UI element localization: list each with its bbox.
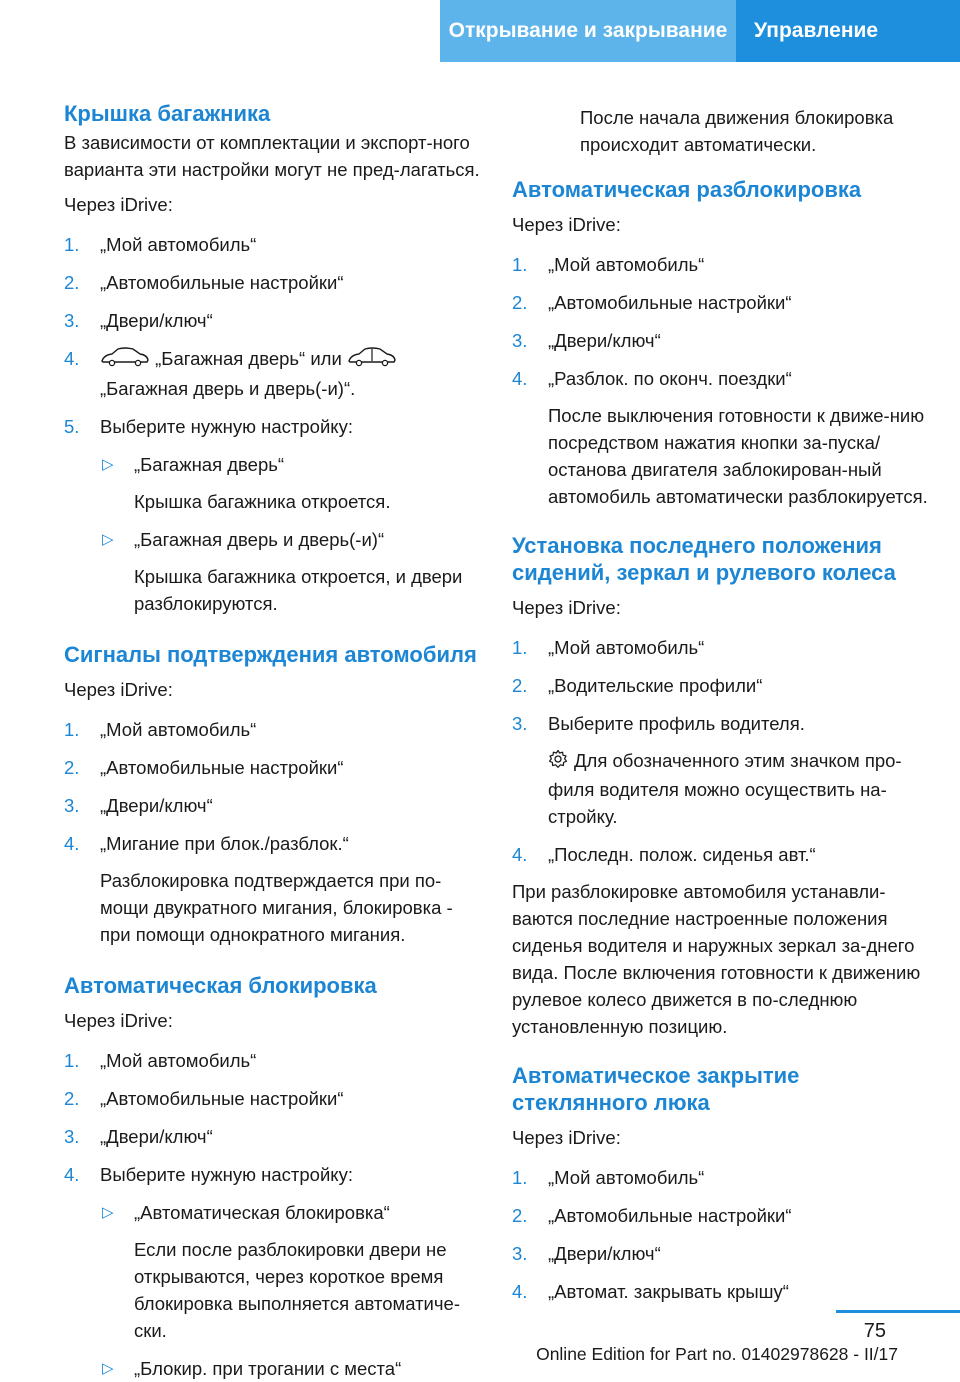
footer-rule xyxy=(836,1310,960,1313)
step-number: 4. xyxy=(512,1280,528,1302)
step-text: „Мой автомобиль“ xyxy=(100,1049,257,1071)
steps-list xyxy=(64,231,484,617)
step-text: „Автомат. закрывать крышу“ xyxy=(548,1280,789,1302)
intro-paragraph: В зависимости от комплектации и экспорт-ного варианта эти настройки могут не пред-лагаться. xyxy=(64,132,480,180)
step-text: „Мой автомобиль“ xyxy=(548,254,705,275)
triangle-bullet-icon: ▷ xyxy=(102,530,114,548)
step-number: 1. xyxy=(512,1166,528,1188)
steps-list xyxy=(512,251,932,510)
list-item xyxy=(64,1123,484,1150)
continued-paragraph: После начала движения блокировка происходит автоматически. xyxy=(580,107,894,155)
list-item xyxy=(64,1085,484,1112)
list-item xyxy=(512,1240,932,1267)
steps-list xyxy=(512,1164,932,1305)
option-list xyxy=(100,451,484,617)
step-number: 2. xyxy=(512,675,528,696)
list-item xyxy=(512,672,932,699)
step-note xyxy=(548,747,932,830)
step-text: „Багажная дверь“ или xyxy=(155,348,342,369)
list-item xyxy=(512,289,932,316)
step-number: 3. xyxy=(512,1242,528,1264)
list-item xyxy=(512,327,932,354)
list-item xyxy=(512,1278,932,1305)
list-item xyxy=(64,413,484,617)
list-item xyxy=(512,365,932,510)
memory-paragraph: При разблокировке автомобиля устанавли-ваются последние настроенные положения сиденья водителя и наружных зеркал за-днего вида. После включения готовности к движению рулевое колесо движется в по-следнюю установленную позицию. xyxy=(512,880,921,1037)
step-text: „Мой автомобиль“ xyxy=(548,1166,705,1188)
list-item xyxy=(64,269,484,296)
step-text: „Двери/ключ“ xyxy=(100,310,213,331)
list-item xyxy=(64,1161,484,1382)
step-text: Выберите нужную настройку: xyxy=(100,415,353,437)
step-number: 4. xyxy=(64,832,80,854)
via-idrive: Через iDrive: xyxy=(64,678,173,700)
step-number: 1. xyxy=(64,718,80,740)
section-title-auto-lock: Автоматическая блокировка xyxy=(64,972,377,998)
via-idrive: Через iDrive: xyxy=(512,1126,621,1148)
steps-list xyxy=(512,634,932,868)
car-doors-icon xyxy=(347,346,397,375)
steps-list xyxy=(64,1047,484,1382)
edition-footer: Online Edition for Part no. 01402978628 - II/17 xyxy=(536,1344,898,1364)
step-number: 3. xyxy=(64,794,80,816)
option-label: „Багажная дверь“ xyxy=(134,453,285,475)
step-text: „Двери/ключ“ xyxy=(100,794,213,816)
via-idrive: Через iDrive: xyxy=(512,214,621,235)
step-number: 2. xyxy=(512,1204,528,1226)
via-idrive: Через iDrive: xyxy=(512,597,621,618)
step-number: 3. xyxy=(64,310,80,331)
step-number: 2. xyxy=(64,272,80,293)
step-text: „Водительские профили“ xyxy=(548,675,763,696)
via-idrive: Через iDrive: xyxy=(64,194,173,215)
option-note: Крышка багажника откроется, и двери разблокируются. xyxy=(134,565,463,614)
step-note-text: Для обозначенного этим значком про-филя водителя можно осуществить на-стройку. xyxy=(548,750,902,827)
list-item xyxy=(512,1164,932,1191)
list-item xyxy=(512,251,932,278)
option-label: „Блокир. при трогании с места“ xyxy=(134,1357,402,1379)
right-column xyxy=(512,104,932,1305)
list-item xyxy=(100,526,484,617)
via-idrive: Через iDrive: xyxy=(64,1009,173,1031)
list-item xyxy=(64,1047,484,1074)
triangle-bullet-icon: ▷ xyxy=(102,1203,114,1221)
list-item xyxy=(512,710,932,830)
list-item xyxy=(100,1199,484,1344)
step-number: 3. xyxy=(512,330,528,351)
step-number: 3. xyxy=(512,713,528,734)
step-text: „Двери/ключ“ xyxy=(100,1125,213,1147)
list-item xyxy=(512,1202,932,1229)
header-chapter-label: Управление xyxy=(754,19,879,42)
header-section-tab xyxy=(440,0,736,62)
option-note: Если после разблокировки двери не открываются, через короткое время блокировка выполняется автоматиче-ски. xyxy=(134,1238,460,1341)
list-item xyxy=(512,841,932,868)
step-text: „Мой автомобиль“ xyxy=(548,637,705,658)
section-title-auto-sunroof: Автоматическое закрытие стеклянного люка xyxy=(512,1062,800,1115)
step-number: 4. xyxy=(64,1163,80,1185)
car-trunk-icon xyxy=(100,346,150,375)
list-item xyxy=(512,634,932,661)
step-number: 1. xyxy=(64,234,80,255)
option-label: „Багажная дверь и дверь(-и)“ xyxy=(134,528,385,550)
list-item xyxy=(64,716,484,743)
page-number: 75 xyxy=(863,1320,886,1342)
step-note: После выключения готовности к движе-нию посредством нажатия кнопки за-пуска/останова двигателя заблокирован-ный автомобиль автоматически разблокируется. xyxy=(548,405,928,507)
list-item xyxy=(64,307,484,334)
step-note: Разблокировка подтверждается при по-мощи двукратного мигания, блокировка - при помощи однократного мигания. xyxy=(100,869,453,945)
step-text: „Двери/ключ“ xyxy=(548,1242,661,1264)
step-number: 1. xyxy=(512,254,528,275)
header-section-label: Открывание и закрывание xyxy=(448,19,728,42)
step-text: „Автомобильные настройки“ xyxy=(100,1087,344,1109)
step-text: „Последн. полож. сиденья авт.“ xyxy=(548,843,816,865)
step-text: „Автомобильные настройки“ xyxy=(100,756,344,778)
step-text-continued: „Багажная дверь и дверь(-и)“. xyxy=(100,377,356,399)
step-text: „Мой автомобиль“ xyxy=(100,718,257,740)
header-chapter-tab xyxy=(736,0,960,62)
step-text: „Разблок. по оконч. поездки“ xyxy=(548,368,792,389)
triangle-bullet-icon: ▷ xyxy=(102,455,114,473)
step-text: Выберите нужную настройку: xyxy=(100,1163,353,1185)
list-item xyxy=(64,754,484,781)
list-item xyxy=(100,1355,484,1382)
step-number: 4. xyxy=(512,368,528,389)
step-number: 4. xyxy=(512,843,528,865)
option-note: Крышка багажника откроется. xyxy=(134,490,391,512)
step-text: „Мой автомобиль“ xyxy=(100,234,257,255)
list-item xyxy=(64,345,484,402)
step-number: 1. xyxy=(64,1049,80,1071)
step-number: 1. xyxy=(512,637,528,658)
step-number: 2. xyxy=(64,1087,80,1109)
list-item xyxy=(64,830,484,948)
step-text: „Автомобильные настройки“ xyxy=(100,272,344,293)
section-title-trunk-lid: Крышка багажника xyxy=(64,101,271,126)
step-number: 2. xyxy=(64,756,80,778)
step-text: „Мигание при блок./разблок.“ xyxy=(100,832,349,854)
left-column xyxy=(64,100,484,1382)
gear-profile-icon xyxy=(548,749,568,776)
step-number: 3. xyxy=(64,1125,80,1147)
steps-list xyxy=(64,716,484,948)
option-label: „Автоматическая блокировка“ xyxy=(134,1201,390,1223)
step-number: 2. xyxy=(512,292,528,313)
section-title-auto-unlock: Автоматическая разблокировка xyxy=(512,177,862,202)
list-item xyxy=(100,451,484,515)
step-number: 4. xyxy=(64,348,80,369)
list-item xyxy=(64,792,484,819)
triangle-bullet-icon: ▷ xyxy=(102,1359,114,1377)
step-text: „Автомобильные настройки“ xyxy=(548,292,792,313)
step-text: „Двери/ключ“ xyxy=(548,330,661,351)
section-title-memory-position: Установка последнего положения сидений, зеркал и рулевого колеса xyxy=(512,533,896,585)
list-item xyxy=(64,231,484,258)
step-text: Выберите профиль водителя. xyxy=(548,713,805,734)
step-number: 5. xyxy=(64,415,80,437)
section-title-confirmation-signals: Сигналы подтверждения автомобиля xyxy=(64,641,477,667)
option-list xyxy=(100,1199,484,1382)
step-text: „Автомобильные настройки“ xyxy=(548,1204,792,1226)
